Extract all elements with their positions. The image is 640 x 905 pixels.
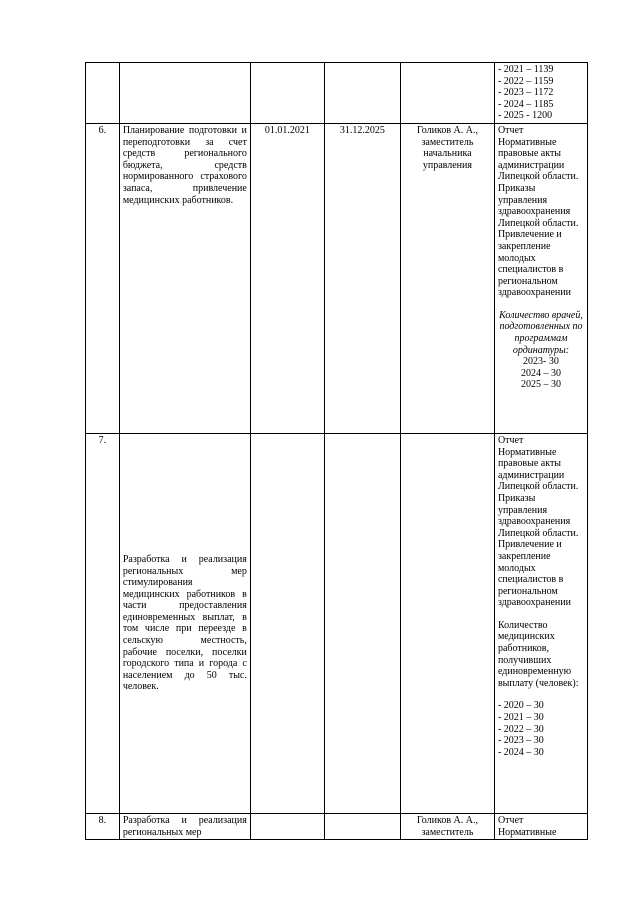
measure-name: Планирование подготовки и переподготовки за счет средств регионального бюджета, средств нормированного страхового запаса, привлечение медицинских работников. (119, 123, 250, 433)
end-date (324, 63, 400, 124)
result-line: - 2025 - 1200 (497, 110, 553, 122)
indicator-label: Количество врачей, подготовленных по программам ординатуры: (499, 309, 583, 356)
executor (400, 63, 494, 124)
executor (400, 433, 494, 813)
table-row (86, 123, 588, 433)
indicator-value: 2023- 30 (523, 356, 559, 368)
table-row (86, 813, 588, 839)
result-cell (494, 63, 587, 124)
indicator-value: 2024 – 30 (520, 367, 561, 379)
result-text: Отчет Нормативные правовые акты администрации Липецкой области. Приказы управления здравоохранения Липецкой области. Привлечение и закрепление молодых специалистов в региональном здравоохранении (497, 124, 579, 299)
result-cell (494, 123, 587, 433)
result-line: - 2022 – 1159 (497, 75, 554, 87)
result-text: Отчет Нормативные (494, 813, 587, 839)
indicator-value: 2025 – 30 (520, 379, 561, 391)
measure-name: Разработка и реализация региональных мер (119, 813, 250, 839)
start-date: 01.01.2021 (250, 123, 324, 433)
measure-name: Разработка и реализация региональных мер стимулирования медицинских работников в части предоставления единовременных выплат, в том числе при переезде в сельскую местность, рабочие поселки, поселки городского типа и города с населением до 50 тыс. человек. (119, 433, 250, 813)
indicator-value: - 2020 – 30 (497, 700, 544, 712)
row-number (86, 63, 120, 124)
start-date (250, 63, 324, 124)
indicator-value: - 2021 – 30 (497, 712, 544, 724)
start-date (250, 433, 324, 813)
end-date: 31.12.2025 (324, 123, 400, 433)
indicator-label: Количество медицинских работников, получивших единовременную выплату (человек): (497, 619, 579, 689)
indicator-value: - 2023 – 30 (497, 735, 544, 747)
start-date (250, 813, 324, 839)
table-row (86, 433, 588, 813)
result-cell (494, 433, 587, 813)
end-date (324, 433, 400, 813)
table-row (86, 63, 588, 124)
executor: Голиков А. А., заместитель (400, 813, 494, 839)
row-number: 7. (86, 433, 120, 813)
indicator-value: - 2022 – 30 (497, 723, 544, 735)
result-line: - 2021 – 1139 (497, 64, 554, 75)
measures-table (85, 62, 588, 840)
row-number: 6. (86, 123, 120, 433)
measure-name (119, 63, 250, 124)
indicator-value: - 2024 – 30 (497, 746, 544, 758)
result-line: - 2023 – 1172 (497, 87, 554, 99)
result-line: - 2024 – 1185 (497, 98, 554, 110)
executor: Голиков А. А., заместитель начальника управления (400, 123, 494, 433)
end-date (324, 813, 400, 839)
result-text: Отчет Нормативные правовые акты администрации Липецкой области. Приказы управления здравоохранения Липецкой области. Привлечение и закрепление молодых специалистов в региональном здравоохранении (497, 434, 579, 609)
row-number: 8. (86, 813, 120, 839)
